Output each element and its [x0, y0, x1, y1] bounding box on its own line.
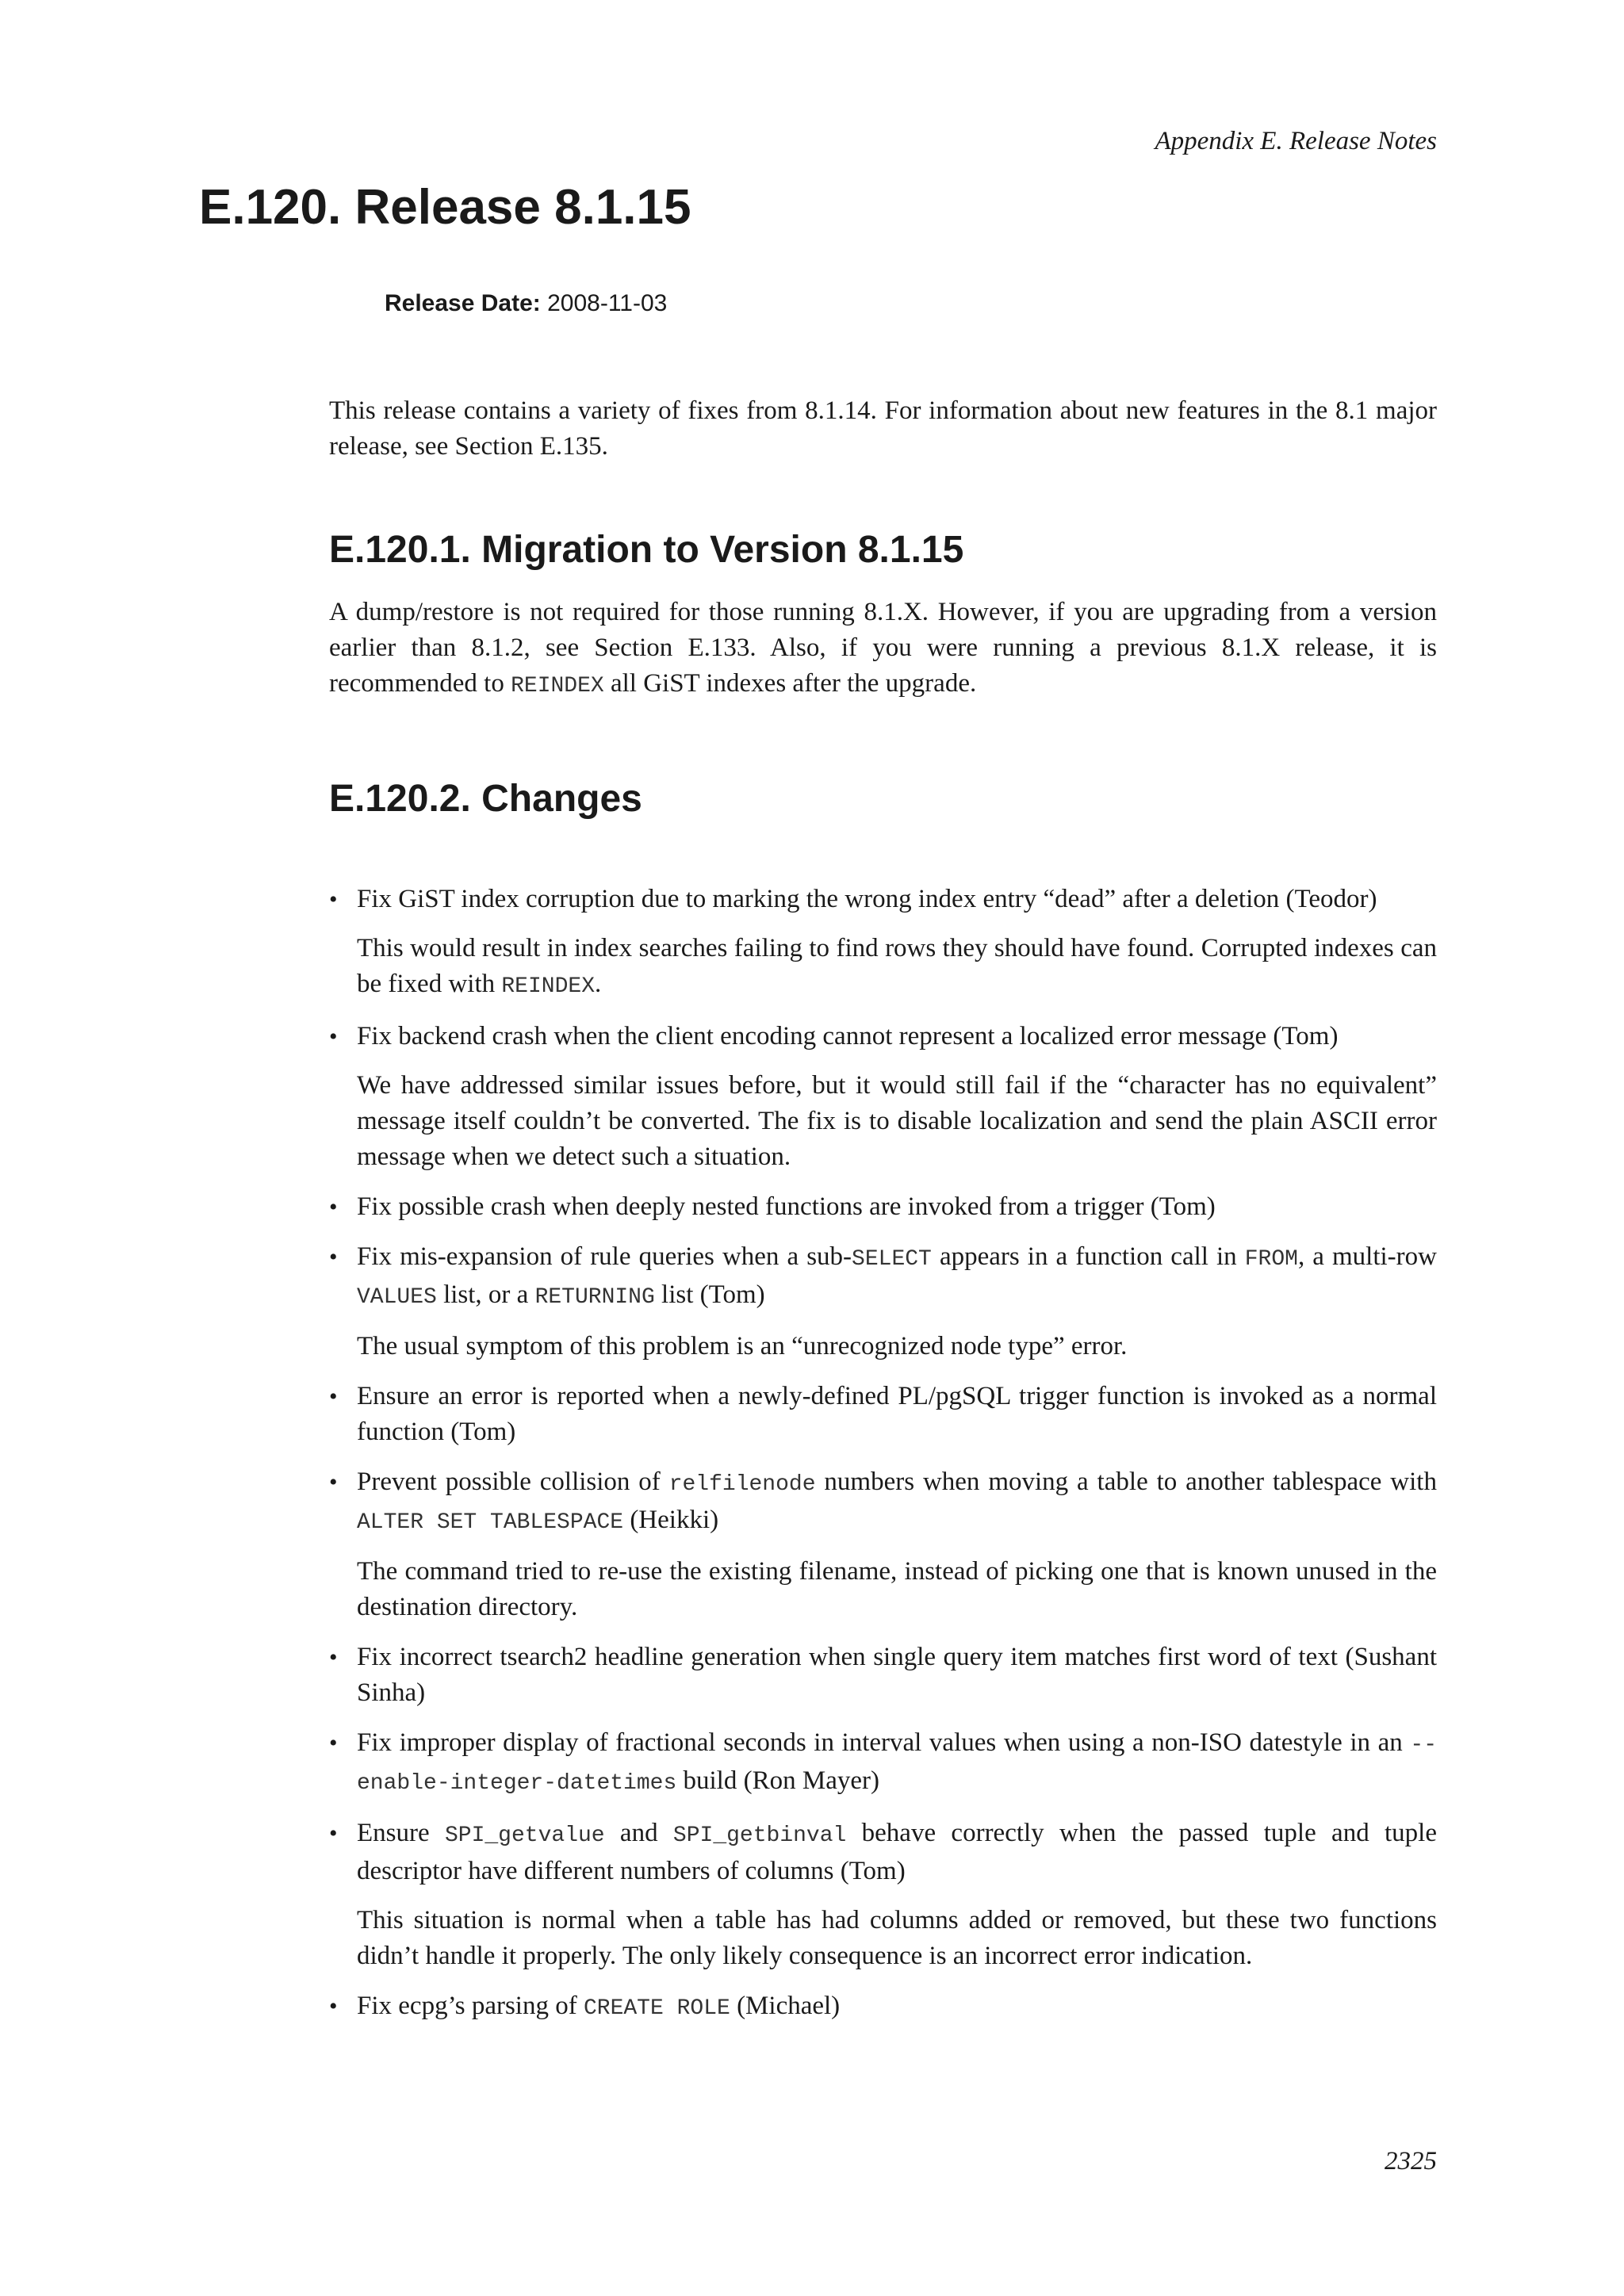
bullet-icon: • [329, 1644, 338, 1670]
item-text: Ensure an error is reported when a newly-defined PL/pgSQL trigger function is invoked as a normal function (Tom) [357, 1382, 1437, 1446]
list-item [329, 1816, 1437, 1974]
item-summary [357, 1239, 1437, 1315]
detail-text: This situation is normal when a table has had columns added or removed, but these two functions didn’t handle it properly. The only likely consequence is an incorrect error indication. [357, 1906, 1437, 1970]
inline-code: ALTER SET TABLESPACE [357, 1510, 624, 1535]
item-text: appears in a function call in [931, 1242, 1245, 1271]
list-item [329, 1464, 1437, 1625]
item-summary [357, 1379, 1437, 1450]
inline-code: SPI_getvalue [444, 1823, 605, 1848]
bullet-icon: • [329, 1730, 338, 1756]
release-date-value: 2008-11-03 [547, 290, 668, 316]
item-summary [357, 1019, 1437, 1054]
migration-section-title: E.120.1. Migration to Version 8.1.15 [329, 529, 964, 571]
page-number: 2325 [1385, 2147, 1437, 2175]
item-text: Fix backend crash when the client encoding cannot represent a localized error message (Tom) [357, 1022, 1339, 1050]
item-text: and [604, 1819, 673, 1847]
item-text: list (Tom) [654, 1280, 765, 1309]
release-date-label: Release Date: [385, 290, 541, 316]
item-text: Ensure [357, 1819, 445, 1847]
detail-text: We have addressed similar issues before, but it would still fail if the “character has no equivalent” message itself couldn’t be converted. The fix is to disable localization and send the plain ASCII error message when we detect such a situation. [357, 1071, 1437, 1171]
bullet-icon: • [329, 886, 338, 913]
list-item [329, 1379, 1437, 1450]
list-item [329, 1019, 1437, 1175]
item-summary [357, 882, 1437, 917]
bullet-icon: • [329, 1383, 338, 1410]
item-text: Prevent possible collision of [357, 1468, 669, 1496]
changes-section-title: E.120.2. Changes [329, 778, 642, 820]
item-text: (Michael) [730, 1992, 841, 2020]
list-item [329, 1725, 1437, 1801]
detail-text: The usual symptom of this problem is an “unrecognized node type” error. [357, 1332, 1128, 1360]
inline-code: VALUES [357, 1285, 437, 1310]
item-text: Fix mis-expansion of rule queries when a sub- [357, 1242, 852, 1271]
item-detail [357, 1554, 1437, 1625]
intro-paragraph [329, 393, 1437, 465]
list-item [329, 882, 1437, 1004]
list-item [329, 1640, 1437, 1711]
item-summary [357, 1816, 1437, 1889]
bullet-icon: • [329, 1194, 338, 1220]
bullet-icon: • [329, 1993, 338, 2019]
item-summary [357, 1640, 1437, 1711]
inline-code: CREATE ROLE [583, 1996, 730, 2021]
inline-code: FROM [1244, 1247, 1298, 1272]
chapter-title: E.120. Release 8.1.15 [199, 180, 691, 235]
item-text: Fix possible crash when deeply nested functions are invoked from a trigger (Tom) [357, 1192, 1216, 1221]
list-item [329, 1189, 1437, 1225]
migration-paragraph [329, 595, 1437, 704]
item-text: Fix ecpg’s parsing of [357, 1992, 584, 2020]
item-text: build (Ron Mayer) [676, 1766, 879, 1795]
inline-code: REINDEX [501, 974, 595, 999]
release-date [385, 290, 667, 317]
running-header: Appendix E. Release Notes [1155, 127, 1437, 155]
item-detail [357, 1329, 1437, 1364]
intro-text: This release contains a variety of fixes from 8.1.14. For information about new features in the 8.1 major release, see Section E.135. [329, 396, 1437, 461]
inline-code: SELECT [852, 1247, 932, 1272]
detail-text: . [595, 970, 602, 998]
migration-text-1: A dump/restore is not required for those running 8.1.X. However, if you are upgrading from a version earlier than 8.1.2, see Section E.133. Also, if you were running a previous 8.1.X release, it is recommended to [329, 598, 1437, 698]
changes-list [329, 882, 1437, 2026]
inline-code: relfilenode [668, 1472, 816, 1497]
detail-text: The command tried to re-use the existing filename, instead of picking one that is known unused in the destination directory. [357, 1557, 1437, 1621]
item-detail [357, 931, 1437, 1004]
item-summary [357, 1464, 1437, 1540]
inline-code: SPI_getbinval [672, 1823, 847, 1848]
item-summary [357, 1988, 1437, 2026]
bullet-icon: • [329, 1024, 338, 1050]
bullet-icon: • [329, 1469, 338, 1495]
item-summary [357, 1189, 1437, 1225]
item-detail [357, 1068, 1437, 1175]
item-text: Fix incorrect tsearch2 headline generation when single query item matches first word of text (Sushant Sinha) [357, 1643, 1437, 1707]
inline-code: RETURNING [534, 1285, 655, 1310]
inline-code: --enable-integer-datetimes [357, 1733, 1437, 1796]
item-text: Fix improper display of fractional seconds in interval values when using a non-ISO datestyle in an [357, 1728, 1411, 1757]
bullet-icon: • [329, 1244, 338, 1270]
changes-list-container [329, 882, 1437, 2041]
item-text: Fix GiST index corruption due to marking the wrong index entry “dead” after a deletion (Teodor) [357, 885, 1377, 913]
list-item [329, 1239, 1437, 1364]
item-text: numbers when moving a table to another tablespace with [815, 1468, 1437, 1496]
detail-text: This would result in index searches failing to find rows they should have found. Corrupted indexes can be fixed with [357, 934, 1437, 998]
item-text: (Heikki) [623, 1506, 719, 1534]
item-text: list, or a [436, 1280, 535, 1309]
migration-text-2: all GiST indexes after the upgrade. [603, 669, 977, 698]
item-text: , a multi-row [1297, 1242, 1437, 1271]
item-summary [357, 1725, 1437, 1801]
code-reindex: REINDEX [511, 674, 604, 698]
list-item [329, 1988, 1437, 2026]
item-detail [357, 1903, 1437, 1974]
item-text: behave correctly when the passed tuple and tuple descriptor have different numbers of columns (Tom) [357, 1819, 1437, 1885]
bullet-icon: • [329, 1820, 338, 1846]
